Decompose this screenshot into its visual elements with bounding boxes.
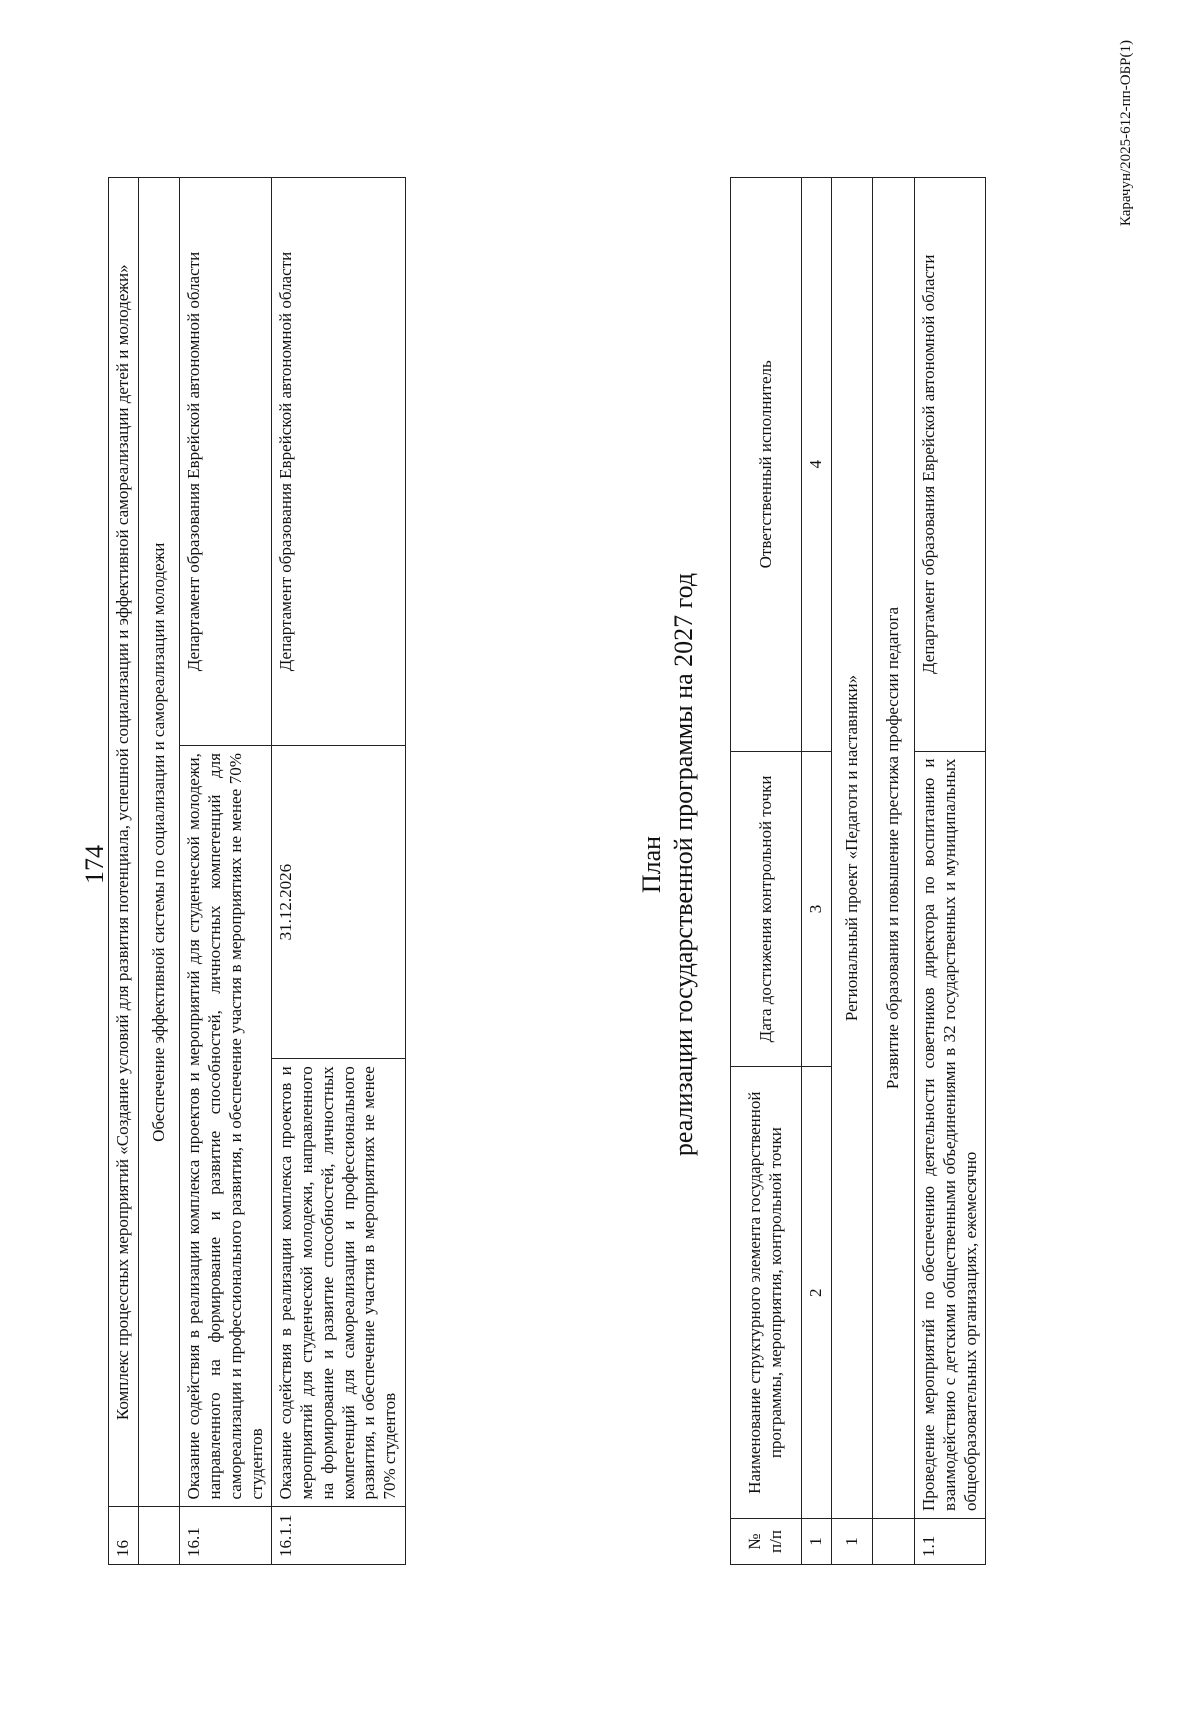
row-number: 1 (831, 1519, 873, 1565)
table-row (109, 178, 139, 1565)
task-title: Развитие образования и повышение престижа профессии педагога (873, 178, 915, 1519)
row-number: 16.1.1 (272, 1507, 405, 1565)
complex-title: Комплекс процессных мероприятий «Создание условий для развития потенциала, успешной социализации и эффективной самореализации детей и молодежи» (109, 178, 139, 1508)
col-number: 3 (802, 751, 832, 1067)
responsible-cell: Департамент образования Еврейской автономной области (272, 178, 405, 746)
header-responsible: Ответственный исполнитель (731, 178, 802, 752)
responsible-cell: Департамент образования Еврейской автономной области (180, 178, 272, 746)
table-row (831, 178, 873, 1565)
row-number: 16.1 (180, 1507, 272, 1565)
col-number: 2 (802, 1067, 832, 1519)
header-date: Дата достижения контрольной точки (731, 751, 802, 1067)
page-number: 174 (80, 845, 109, 884)
column-number-row (802, 178, 832, 1565)
header-row (731, 178, 802, 1565)
document-footer-code: Карачун/2025-612-пп-ОБР(1) (1118, 40, 1134, 227)
measure-text: Оказание содействия в реализации комплекса проектов и мероприятий для студенческой молодежи, направленного на формирование и развитие способностей, личностных компетенций для самореализации и профессионального развития, и обеспечение участия в мероприятиях не менее 70% студентов (180, 746, 272, 1507)
table-row (272, 178, 405, 1565)
header-name: Наименование структурного элемента государственной программы, мероприятия, контрольной точки (731, 1067, 802, 1519)
table-row (138, 178, 180, 1565)
table-row (915, 178, 986, 1565)
project-title: Региональный проект «Педагоги и наставники» (831, 178, 873, 1519)
date-cell: 31.12.2026 (272, 746, 405, 1059)
col-number: 4 (802, 178, 832, 752)
row-number: 16 (109, 1507, 139, 1565)
measures-table-2026 (108, 177, 406, 1565)
measure-text: Проведение мероприятий по обеспечению деятельности советников директора по воспитанию и взаимодействию с детскими общественными объединениями в 32 государственных и муниципальных общеобразовательных организациях, ежемесячно (915, 751, 986, 1518)
plan-heading-line1: План (637, 835, 666, 894)
table-row (180, 178, 272, 1565)
control-point-text: Оказание содействия в реализации комплекса проектов и мероприятий для студенческой молодежи, направленного на формирование и развитие способностей, личностных компетенций для самореализации и профессионального развития, и обеспечение участия в мероприятиях не менее 70% студентов (272, 1059, 405, 1507)
row-number: 1.1 (915, 1519, 986, 1565)
section-title: Обеспечение эффективной системы по социализации и самореализации молодежи (138, 178, 180, 1508)
plan-heading (636, 0, 699, 1729)
col-number: 1 (802, 1519, 832, 1565)
plan-table-2027 (730, 177, 986, 1565)
header-num: № п/п (731, 1519, 802, 1565)
responsible-cell: Департамент образования Еврейской автономной области (915, 178, 986, 752)
table-row (873, 178, 915, 1565)
plan-heading-line2: реализации государственной программы на 2027 год (668, 572, 698, 1157)
